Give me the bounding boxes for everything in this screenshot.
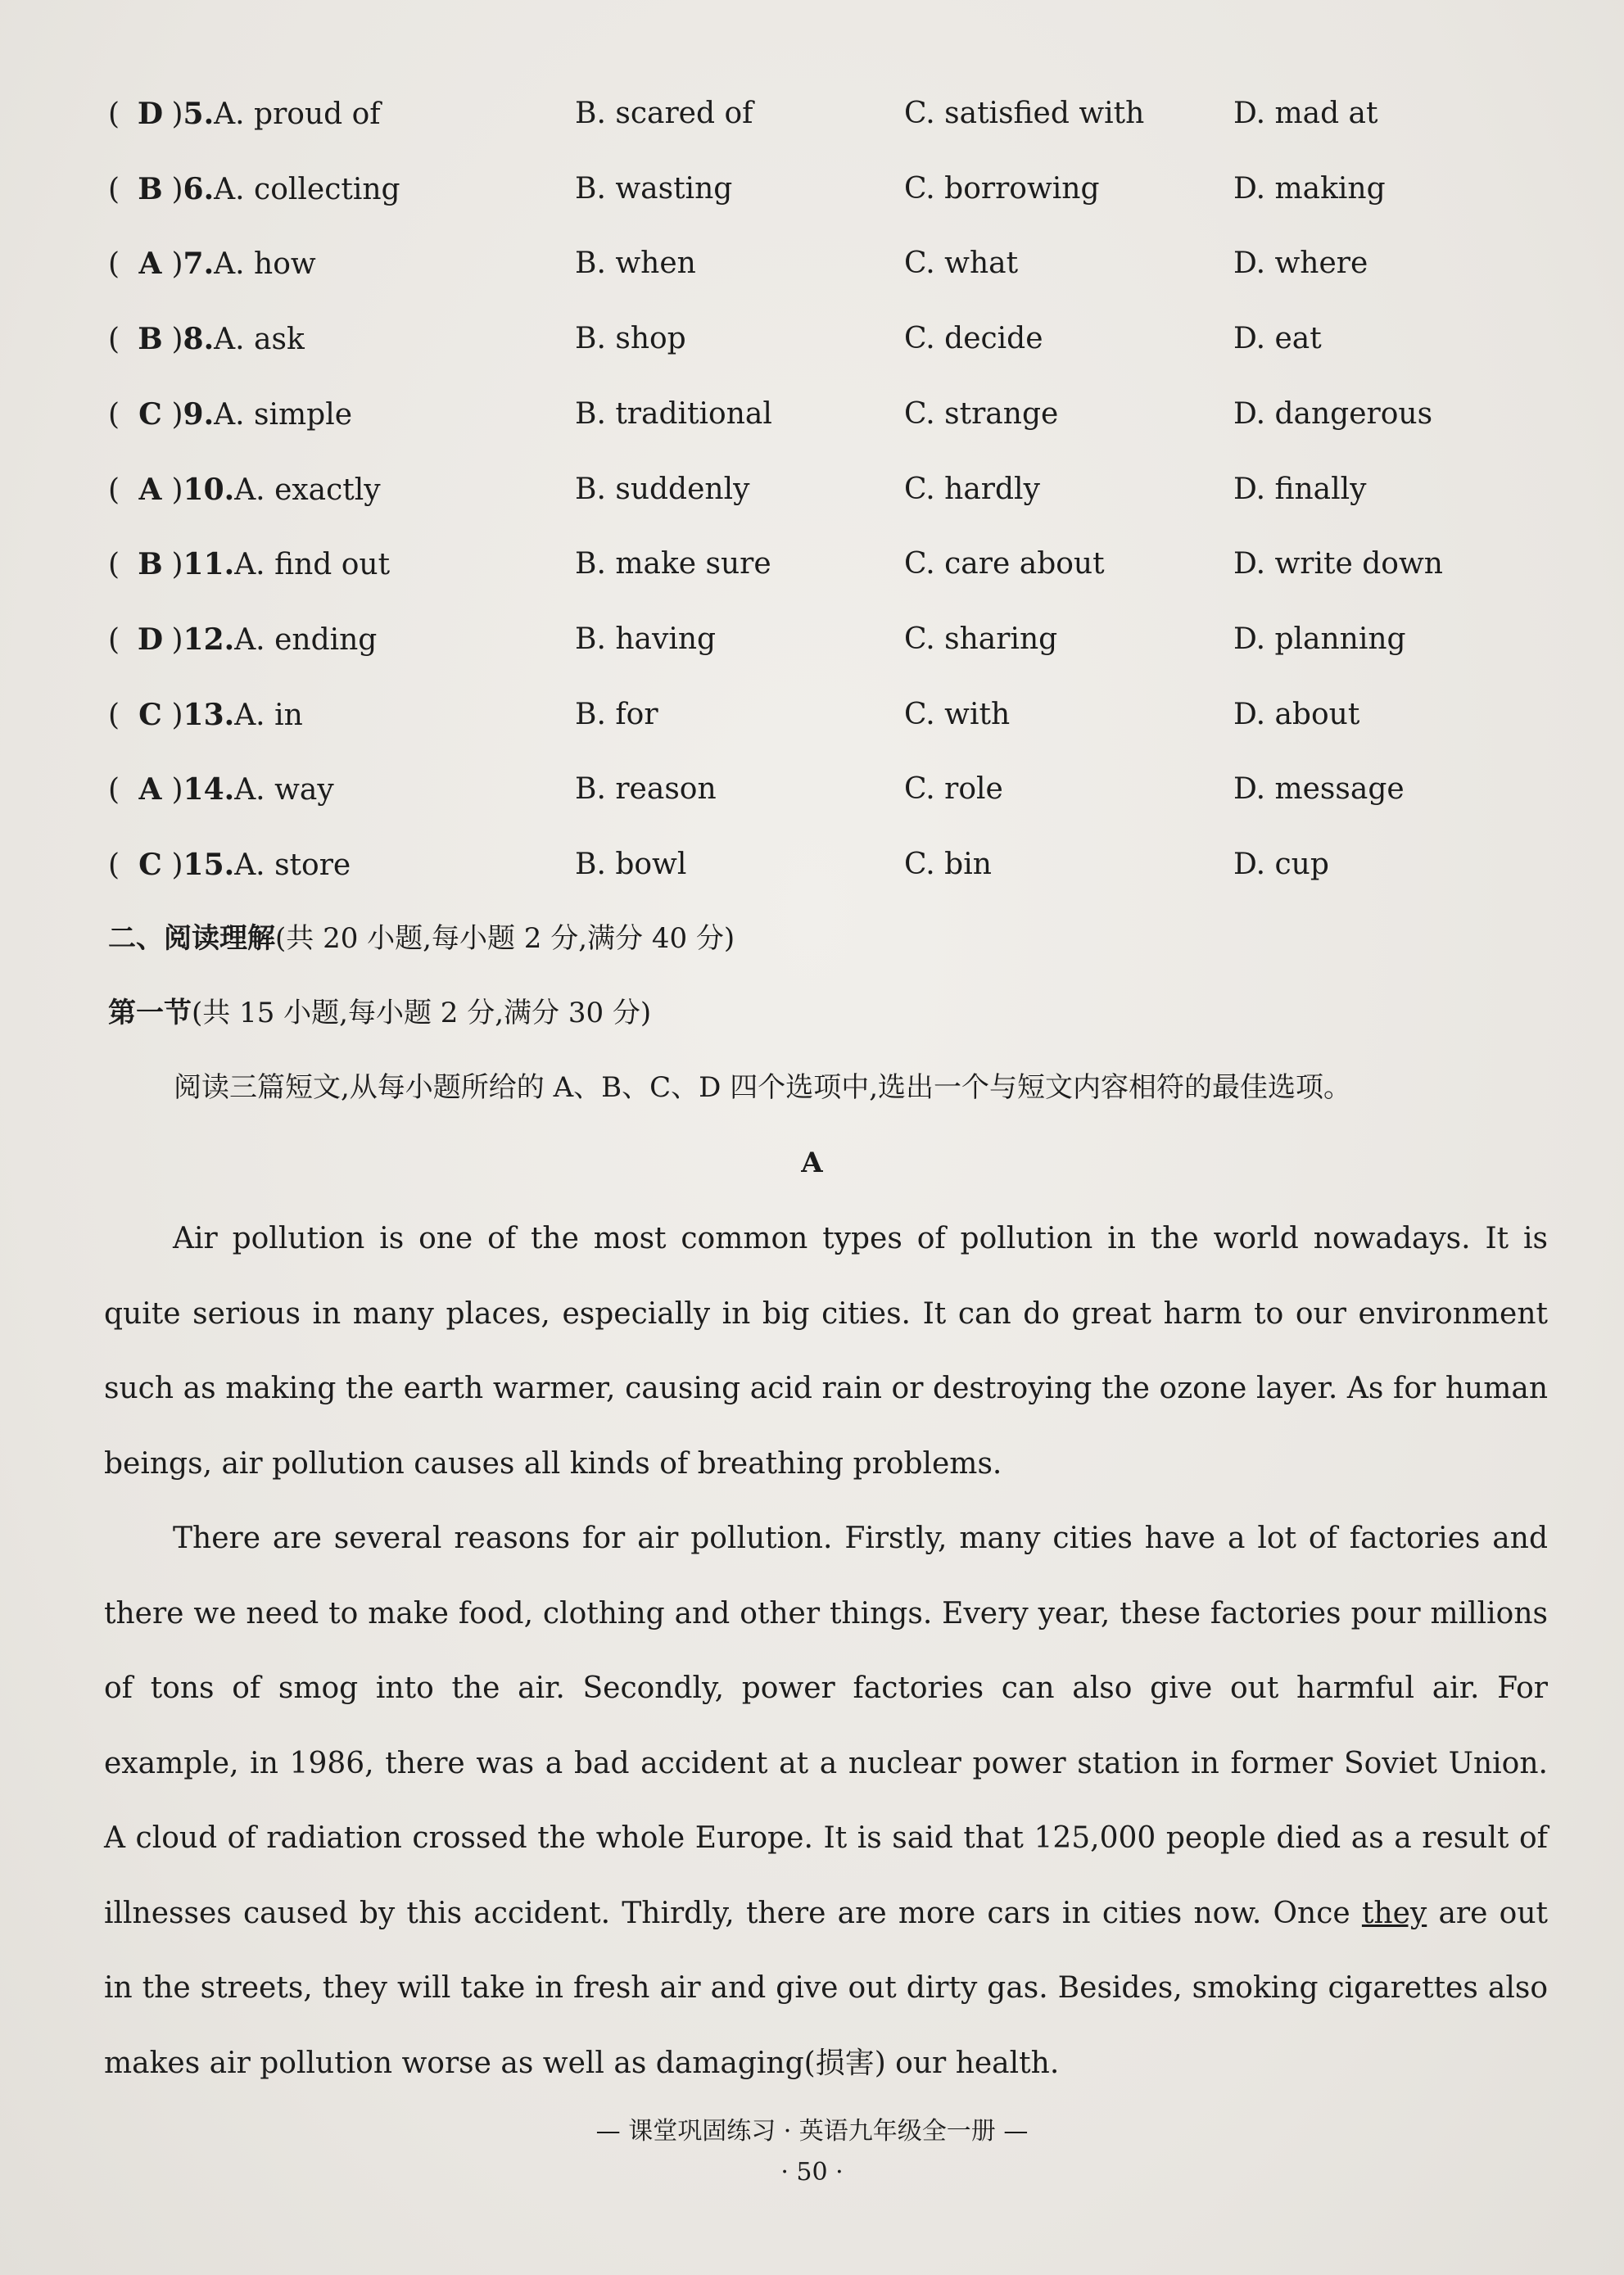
answer-letter: B xyxy=(138,171,163,206)
option-b: B. shop xyxy=(575,322,686,356)
answer-letter: B xyxy=(138,547,163,582)
option-a: A. how xyxy=(214,247,316,282)
question-number: 6. xyxy=(183,171,215,206)
answer-letter: C xyxy=(138,697,162,732)
question-number: 14. xyxy=(183,772,235,807)
option-b: B. for xyxy=(575,697,658,731)
question-line: ( B )8.A. ask xyxy=(108,314,305,364)
passage-paragraph-2 xyxy=(104,1501,1548,2101)
part-title: 第一节 xyxy=(108,997,192,1029)
question-number: 7. xyxy=(183,246,215,282)
cloze-question-row xyxy=(108,540,1549,589)
option-a: A. proud of xyxy=(214,97,381,131)
option-b: B. suddenly xyxy=(575,472,750,506)
option-b: B. make sure xyxy=(575,547,771,581)
option-a: A. way xyxy=(234,773,334,807)
cloze-question-row xyxy=(108,840,1549,889)
question-number: 13. xyxy=(183,697,235,732)
option-a: A. collecting xyxy=(214,172,400,206)
option-b: B. wasting xyxy=(575,171,733,206)
cloze-question-row xyxy=(108,765,1549,814)
option-a: A. exactly xyxy=(234,473,381,507)
option-b: B. scared of xyxy=(575,97,753,130)
answer-letter: B xyxy=(138,322,163,357)
section-heading xyxy=(108,914,735,963)
part-heading xyxy=(108,988,651,1038)
question-number: 12. xyxy=(183,622,235,657)
cloze-question-row xyxy=(108,89,1549,138)
option-d: D. dangerous xyxy=(1233,396,1433,431)
option-a: A. simple xyxy=(214,397,353,432)
option-b: B. bowl xyxy=(575,848,687,881)
option-d: D. where xyxy=(1233,246,1368,281)
section-note: (共 20 小题,每小题 2 分,满分 40 分) xyxy=(275,922,735,955)
question-line: ( A )10.A. exactly xyxy=(108,465,381,515)
option-a: A. find out xyxy=(234,548,391,582)
answer-letter: A xyxy=(138,246,162,282)
passage-title: A xyxy=(801,1147,823,1179)
question-line: ( D )12.A. ending xyxy=(108,615,377,665)
page-number: · 50 · xyxy=(780,2158,844,2187)
option-d: D. planning xyxy=(1233,622,1406,656)
question-line: ( C )13.A. in xyxy=(108,690,303,740)
underlined-word: they xyxy=(1361,1896,1427,1930)
option-c: C. role xyxy=(904,772,1003,807)
option-d: D. message xyxy=(1233,772,1405,807)
option-c: C. with xyxy=(904,697,1011,731)
option-b: B. having xyxy=(575,622,717,656)
option-c: C. borrowing xyxy=(904,171,1100,206)
question-number: 11. xyxy=(183,547,235,582)
option-d: D. finally xyxy=(1233,472,1367,506)
question-line: ( D )5.A. proud of xyxy=(108,89,381,139)
cloze-question-row xyxy=(108,615,1549,664)
option-c: C. bin xyxy=(904,848,992,881)
question-line: ( B )6.A. collecting xyxy=(108,165,400,215)
answer-letter: D xyxy=(137,97,164,131)
answer-letter: A xyxy=(138,772,162,807)
answer-letter: D xyxy=(137,622,164,657)
option-c: C. hardly xyxy=(904,472,1040,506)
section-title: 二、阅读理解 xyxy=(108,922,275,955)
option-d: D. about xyxy=(1233,697,1360,731)
question-number: 10. xyxy=(183,472,235,507)
question-number: 5. xyxy=(183,97,215,131)
question-number: 15. xyxy=(183,848,235,882)
answer-letter: C xyxy=(138,848,162,882)
option-c: C. strange xyxy=(904,396,1059,431)
option-d: D. making xyxy=(1233,171,1386,206)
option-c: C. decide xyxy=(904,322,1043,356)
option-b: B. when xyxy=(575,246,696,281)
cloze-question-row xyxy=(108,239,1549,288)
instruction-text: 阅读三篇短文,从每小题所给的 A、B、C、D 四个选项中,选出一个与短文内容相符的最佳选项。 xyxy=(174,1071,1352,1104)
option-d: D. eat xyxy=(1233,322,1322,356)
question-number: 8. xyxy=(183,322,215,357)
option-b: B. traditional xyxy=(575,396,772,431)
question-line: ( C )15.A. store xyxy=(108,840,351,890)
option-a: A. in xyxy=(234,698,303,732)
question-line: ( A )14.A. way xyxy=(108,765,334,815)
option-c: C. satisfied with xyxy=(904,97,1145,130)
answer-letter: C xyxy=(138,396,162,432)
option-d: D. cup xyxy=(1233,848,1329,881)
answer-letter: A xyxy=(138,472,162,507)
option-a: A. ending xyxy=(234,622,378,657)
option-c: C. sharing xyxy=(904,622,1058,656)
cloze-question-row xyxy=(108,314,1549,364)
option-b: B. reason xyxy=(575,772,717,807)
option-a: A. ask xyxy=(214,323,305,357)
option-d: D. mad at xyxy=(1233,97,1378,130)
passage-paragraph-1: Air pollution is one of the most common types of pollution in the world nowadays. It is quite serious in many places, especially in big cities. It can do great harm to our environment such as making the earth warmer, causing acid rain or destroying the ozone layer. As for human beings, air pollution causes all kinds of breathing problems. xyxy=(104,1222,1548,1481)
option-a: A. store xyxy=(234,848,351,882)
cloze-question-row xyxy=(108,390,1549,439)
option-c: C. what xyxy=(904,246,1019,281)
question-number: 9. xyxy=(183,396,215,432)
cloze-question-row xyxy=(108,165,1549,214)
book-title-footer: — 课堂巩固练习 · 英语九年级全一册 — xyxy=(595,2117,1029,2146)
question-line: ( A )7.A. how xyxy=(108,239,316,289)
paragraph-2-text-end: are out in the streets, they will take in fresh air and give out dirty gas. Besides, smoking cigarettes also makes air pollution worse as well as damaging(损害) our health. xyxy=(104,1896,1548,2080)
question-line: ( C )9.A. simple xyxy=(108,390,352,440)
option-d: D. write down xyxy=(1233,547,1443,581)
paragraph-2-text-start: There are several reasons for air pollution. Firstly, many cities have a lot of factories and there we need to make food, clothing and other things. Every year, these factories pour millions of tons of smog into the air. Secondly, power factories can also give out harmful air. For example, in 1986, there was a bad accident at a nuclear power station in former Soviet Union. A cloud of radiation crossed the whole Europe. It is said that 125,000 people died as a result of illnesses caused by this accident. Thirdly, there are more cars in cities now. Once xyxy=(104,1522,1548,1930)
question-line: ( B )11.A. find out xyxy=(108,540,390,590)
cloze-question-row xyxy=(108,465,1549,514)
part-note: (共 15 小题,每小题 2 分,满分 30 分) xyxy=(192,997,652,1029)
option-c: C. care about xyxy=(904,547,1105,581)
cloze-question-row xyxy=(108,690,1549,739)
